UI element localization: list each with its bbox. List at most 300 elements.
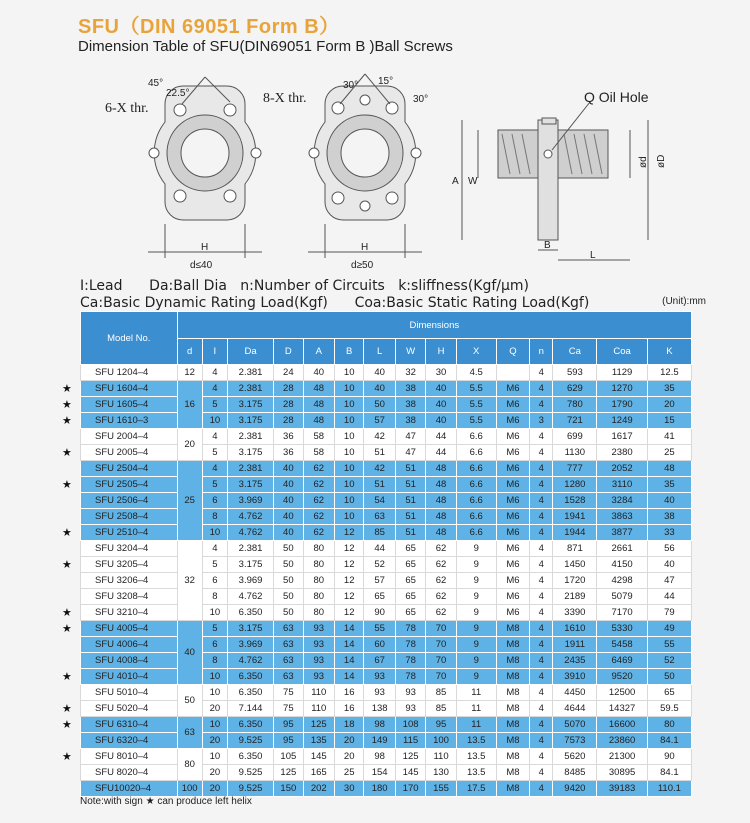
- cell-l: 51: [364, 477, 395, 493]
- cell-k: 56: [647, 541, 691, 557]
- cell-a: 93: [303, 653, 334, 669]
- cell-b: 14: [335, 653, 364, 669]
- column-header: B: [335, 339, 364, 365]
- table-row: [81, 509, 692, 525]
- cell-n: 4: [530, 573, 553, 589]
- cell-n: 4: [530, 509, 553, 525]
- cell-d: 20: [177, 429, 202, 461]
- cell-da: 3.175: [227, 621, 273, 637]
- cell-x: 9: [456, 573, 496, 589]
- cell-i: 10: [202, 413, 227, 429]
- left-helix-star-icon: ★: [62, 622, 72, 635]
- cell-i: 5: [202, 621, 227, 637]
- cell-i: 4: [202, 541, 227, 557]
- cell-i: 10: [202, 685, 227, 701]
- cell-l: 98: [364, 749, 395, 765]
- cell-coa: 1270: [597, 381, 647, 397]
- cell-x: 6.6: [456, 509, 496, 525]
- dim-d-large: øD: [656, 154, 667, 168]
- cell-ca: 1944: [553, 525, 597, 541]
- cell-i: 8: [202, 589, 227, 605]
- cell-l: 51: [364, 445, 395, 461]
- cell-l: 85: [364, 525, 395, 541]
- model-cell: SFU 5010–4: [81, 685, 178, 701]
- cell-q: M6: [496, 573, 530, 589]
- cell-d: 24: [274, 365, 303, 381]
- cell-k: 48: [647, 461, 691, 477]
- cell-b: 10: [335, 397, 364, 413]
- cell-d: 50: [274, 605, 303, 621]
- cell-n: 4: [530, 637, 553, 653]
- cell-b: 18: [335, 717, 364, 733]
- dim-d-small: ød: [638, 156, 649, 168]
- cell-b: 16: [335, 685, 364, 701]
- model-cell: SFU 4008–4: [81, 653, 178, 669]
- cell-da: 3.175: [227, 557, 273, 573]
- cell-coa: 21300: [597, 749, 647, 765]
- cell-d: 36: [274, 445, 303, 461]
- thread-label-8x: 8-X thr.: [263, 91, 307, 106]
- cell-i: 10: [202, 605, 227, 621]
- cell-n: 4: [530, 541, 553, 557]
- cell-da: 7.144: [227, 701, 273, 717]
- cell-x: 5.5: [456, 381, 496, 397]
- angle-label-30-a: 30°: [343, 80, 359, 91]
- cell-k: 79: [647, 605, 691, 621]
- cell-k: 38: [647, 509, 691, 525]
- cell-i: 4: [202, 381, 227, 397]
- cell-n: 4: [530, 493, 553, 509]
- model-cell: SFU 1605–4: [81, 397, 178, 413]
- cell-coa: 4298: [597, 573, 647, 589]
- cell-a: 62: [303, 509, 334, 525]
- cell-da: 4.762: [227, 509, 273, 525]
- cell-d: 40: [274, 493, 303, 509]
- cell-b: 12: [335, 557, 364, 573]
- column-header: Coa: [597, 339, 647, 365]
- cell-coa: 3863: [597, 509, 647, 525]
- cell-w: 47: [395, 445, 425, 461]
- cell-coa: 3284: [597, 493, 647, 509]
- cell-d: 40: [274, 477, 303, 493]
- cell-k: 44: [647, 589, 691, 605]
- model-cell: SFU 1204–4: [81, 365, 178, 381]
- cell-coa: 1790: [597, 397, 647, 413]
- cell-n: 4: [530, 733, 553, 749]
- cell-a: 80: [303, 557, 334, 573]
- cell-n: 4: [530, 701, 553, 717]
- cell-d: 63: [274, 621, 303, 637]
- cell-x: 5.5: [456, 413, 496, 429]
- cell-n: 4: [530, 525, 553, 541]
- left-helix-star-icon: ★: [62, 750, 72, 763]
- angle-label-45: 45°: [148, 78, 164, 89]
- cell-a: 62: [303, 477, 334, 493]
- cell-i: 5: [202, 397, 227, 413]
- cell-d: 50: [274, 541, 303, 557]
- cell-da: 6.350: [227, 605, 273, 621]
- cell-ca: 3390: [553, 605, 597, 621]
- cell-x: 4.5: [456, 365, 496, 381]
- cell-coa: 39183: [597, 781, 647, 797]
- cell-w: 65: [395, 589, 425, 605]
- cell-k: 20: [647, 397, 691, 413]
- cell-k: 33: [647, 525, 691, 541]
- cell-n: 4: [530, 429, 553, 445]
- cell-k: 50: [647, 669, 691, 685]
- cell-d: 50: [274, 589, 303, 605]
- cell-coa: 12500: [597, 685, 647, 701]
- d-condition-mid: d≥50: [351, 260, 374, 271]
- cell-d: 125: [274, 765, 303, 781]
- nut-side-view: [462, 102, 648, 260]
- table-row: [81, 493, 692, 509]
- cell-b: 12: [335, 525, 364, 541]
- cell-d: 40: [177, 621, 202, 685]
- cell-q: M8: [496, 701, 530, 717]
- cell-q: M6: [496, 381, 530, 397]
- cell-q: M6: [496, 525, 530, 541]
- cell-b: 10: [335, 365, 364, 381]
- cell-d: 75: [274, 701, 303, 717]
- cell-ca: 777: [553, 461, 597, 477]
- model-cell: SFU 3206–4: [81, 573, 178, 589]
- cell-k: 80: [647, 717, 691, 733]
- cell-b: 10: [335, 429, 364, 445]
- cell-q: M6: [496, 445, 530, 461]
- cell-l: 40: [364, 381, 395, 397]
- table-row: [81, 749, 692, 765]
- cell-k: 41: [647, 429, 691, 445]
- cell-i: 4: [202, 461, 227, 477]
- cell-w: 115: [395, 733, 425, 749]
- cell-n: 4: [530, 589, 553, 605]
- cell-n: 3: [530, 413, 553, 429]
- cell-d: 95: [274, 717, 303, 733]
- cell-a: 40: [303, 365, 334, 381]
- cell-k: 35: [647, 477, 691, 493]
- cell-q: M6: [496, 461, 530, 477]
- left-helix-star-icon: ★: [62, 526, 72, 539]
- cell-x: 6.6: [456, 477, 496, 493]
- left-helix-star-icon: ★: [62, 558, 72, 571]
- table-row: [81, 781, 692, 797]
- cell-coa: 2380: [597, 445, 647, 461]
- cell-da: 9.525: [227, 765, 273, 781]
- cell-coa: 3110: [597, 477, 647, 493]
- dim-h-mid: H: [361, 242, 369, 253]
- cell-n: 4: [530, 765, 553, 781]
- cell-l: 93: [364, 685, 395, 701]
- cell-a: 80: [303, 573, 334, 589]
- cell-b: 10: [335, 461, 364, 477]
- model-header: Model No.: [81, 312, 178, 365]
- cell-x: 9: [456, 653, 496, 669]
- cell-n: 4: [530, 557, 553, 573]
- cell-a: 80: [303, 605, 334, 621]
- left-helix-star-icon: ★: [62, 446, 72, 459]
- cell-l: 57: [364, 573, 395, 589]
- model-cell: SFU 2506–4: [81, 493, 178, 509]
- cell-d: 40: [274, 509, 303, 525]
- left-helix-star-icon: ★: [62, 606, 72, 619]
- cell-q: M6: [496, 605, 530, 621]
- cell-k: 55: [647, 637, 691, 653]
- cell-ca: 5620: [553, 749, 597, 765]
- table-row: [81, 461, 692, 477]
- cell-n: 4: [530, 781, 553, 797]
- cell-a: 93: [303, 637, 334, 653]
- cell-k: 15: [647, 413, 691, 429]
- cell-n: 4: [530, 653, 553, 669]
- cell-da: 9.525: [227, 733, 273, 749]
- cell-x: 9: [456, 541, 496, 557]
- cell-h: 48: [426, 493, 456, 509]
- cell-ca: 9420: [553, 781, 597, 797]
- cell-b: 12: [335, 541, 364, 557]
- cell-x: 6.6: [456, 525, 496, 541]
- cell-h: 48: [426, 525, 456, 541]
- cell-a: 93: [303, 621, 334, 637]
- table-row: [81, 589, 692, 605]
- cell-q: M6: [496, 589, 530, 605]
- cell-q: M6: [496, 413, 530, 429]
- cell-w: 65: [395, 557, 425, 573]
- cell-ca: 871: [553, 541, 597, 557]
- table-row: [81, 685, 692, 701]
- cell-ca: 8485: [553, 765, 597, 781]
- cell-b: 10: [335, 477, 364, 493]
- cell-coa: 5458: [597, 637, 647, 653]
- cell-a: 62: [303, 493, 334, 509]
- cell-b: 12: [335, 605, 364, 621]
- cell-ca: 7573: [553, 733, 597, 749]
- cell-x: 9: [456, 637, 496, 653]
- cell-x: 13.5: [456, 765, 496, 781]
- cell-da: 6.350: [227, 669, 273, 685]
- cell-h: 40: [426, 413, 456, 429]
- cell-n: 4: [530, 685, 553, 701]
- cell-q: M8: [496, 733, 530, 749]
- cell-h: 70: [426, 621, 456, 637]
- cell-ca: 4644: [553, 701, 597, 717]
- cell-w: 145: [395, 765, 425, 781]
- table-row: [81, 637, 692, 653]
- model-cell: SFU 1604–4: [81, 381, 178, 397]
- cell-x: 6.6: [456, 445, 496, 461]
- cell-l: 63: [364, 509, 395, 525]
- cell-l: 67: [364, 653, 395, 669]
- cell-q: [496, 365, 530, 381]
- column-header: Ca: [553, 339, 597, 365]
- cell-a: 202: [303, 781, 334, 797]
- cell-b: 16: [335, 701, 364, 717]
- table-row: [81, 397, 692, 413]
- cell-w: 125: [395, 749, 425, 765]
- cell-a: 58: [303, 445, 334, 461]
- table-row: [81, 429, 692, 445]
- cell-x: 9: [456, 621, 496, 637]
- cell-a: 110: [303, 701, 334, 717]
- cell-l: 50: [364, 397, 395, 413]
- cell-coa: 5330: [597, 621, 647, 637]
- cell-ca: 3910: [553, 669, 597, 685]
- left-helix-star-icon: ★: [62, 478, 72, 491]
- column-header: K: [647, 339, 691, 365]
- column-header: W: [395, 339, 425, 365]
- table-row: [81, 653, 692, 669]
- cell-w: 38: [395, 413, 425, 429]
- cell-d: 40: [274, 461, 303, 477]
- cell-x: 13.5: [456, 749, 496, 765]
- cell-d: 40: [274, 525, 303, 541]
- cell-da: 4.762: [227, 653, 273, 669]
- cell-w: 51: [395, 509, 425, 525]
- cell-l: 60: [364, 637, 395, 653]
- column-header: n: [530, 339, 553, 365]
- cell-coa: 6469: [597, 653, 647, 669]
- cell-ca: 1610: [553, 621, 597, 637]
- cell-d: 16: [177, 381, 202, 429]
- cell-h: 44: [426, 445, 456, 461]
- cell-l: 54: [364, 493, 395, 509]
- cell-n: 4: [530, 445, 553, 461]
- page-title: SFU（DIN 69051 Form B）: [78, 16, 340, 38]
- model-cell: SFU 2505–4: [81, 477, 178, 493]
- cell-w: 38: [395, 381, 425, 397]
- d-condition-left: d≤40: [190, 260, 213, 271]
- cell-da: 2.381: [227, 461, 273, 477]
- cell-b: 10: [335, 493, 364, 509]
- cell-q: M8: [496, 685, 530, 701]
- cell-d: 50: [177, 685, 202, 717]
- cell-i: 8: [202, 653, 227, 669]
- cell-d: 50: [274, 557, 303, 573]
- cell-l: 90: [364, 605, 395, 621]
- model-cell: SFU 1610–3: [81, 413, 178, 429]
- dim-a: A: [452, 176, 459, 187]
- cell-coa: 16600: [597, 717, 647, 733]
- cell-d: 150: [274, 781, 303, 797]
- cell-n: 4: [530, 669, 553, 685]
- cell-coa: 30895: [597, 765, 647, 781]
- cell-ca: 1450: [553, 557, 597, 573]
- cell-b: 30: [335, 781, 364, 797]
- table-row: [81, 477, 692, 493]
- cell-i: 10: [202, 669, 227, 685]
- cell-k: 110.1: [647, 781, 691, 797]
- cell-coa: 7170: [597, 605, 647, 621]
- cell-x: 9: [456, 669, 496, 685]
- cell-coa: 1617: [597, 429, 647, 445]
- table-row: [81, 717, 692, 733]
- cell-n: 4: [530, 605, 553, 621]
- cell-x: 11: [456, 717, 496, 733]
- cell-q: M6: [496, 557, 530, 573]
- cell-a: 80: [303, 541, 334, 557]
- cell-l: 44: [364, 541, 395, 557]
- cell-q: M8: [496, 669, 530, 685]
- dim-l: L: [590, 250, 596, 261]
- cell-da: 2.381: [227, 365, 273, 381]
- cell-ca: 780: [553, 397, 597, 413]
- model-cell: SFU 3208–4: [81, 589, 178, 605]
- cell-x: 9: [456, 605, 496, 621]
- cell-a: 62: [303, 461, 334, 477]
- cell-d: 63: [274, 669, 303, 685]
- cell-d: 63: [274, 653, 303, 669]
- cell-l: 42: [364, 429, 395, 445]
- cell-h: 155: [426, 781, 456, 797]
- cell-b: 10: [335, 381, 364, 397]
- model-cell: SFU 2510–4: [81, 525, 178, 541]
- cell-h: 48: [426, 509, 456, 525]
- cell-q: M8: [496, 637, 530, 653]
- cell-h: 62: [426, 589, 456, 605]
- model-cell: SFU 8010–4: [81, 749, 178, 765]
- cell-h: 48: [426, 461, 456, 477]
- cell-w: 47: [395, 429, 425, 445]
- legend-line-2: Ca:Basic Dynamic Rating Load(Kgf) Coa:Basic Static Rating Load(Kgf): [80, 295, 590, 311]
- cell-ca: 721: [553, 413, 597, 429]
- cell-n: 4: [530, 717, 553, 733]
- model-cell: SFU 2504–4: [81, 461, 178, 477]
- cell-a: 165: [303, 765, 334, 781]
- cell-da: 2.381: [227, 541, 273, 557]
- cell-x: 6.6: [456, 461, 496, 477]
- angle-label-15: 15°: [378, 76, 394, 87]
- table-body: [81, 365, 692, 797]
- cell-l: 57: [364, 413, 395, 429]
- model-cell: SFU 3210–4: [81, 605, 178, 621]
- cell-i: 10: [202, 525, 227, 541]
- cell-q: M6: [496, 477, 530, 493]
- cell-a: 62: [303, 525, 334, 541]
- cell-h: 95: [426, 717, 456, 733]
- cell-a: 58: [303, 429, 334, 445]
- cell-d: 25: [177, 461, 202, 541]
- cell-w: 78: [395, 653, 425, 669]
- cell-n: 4: [530, 621, 553, 637]
- cell-n: 4: [530, 381, 553, 397]
- cell-x: 13.5: [456, 733, 496, 749]
- cell-h: 85: [426, 685, 456, 701]
- column-header: H: [426, 339, 456, 365]
- cell-l: 138: [364, 701, 395, 717]
- cell-w: 108: [395, 717, 425, 733]
- cell-ca: 629: [553, 381, 597, 397]
- flange-front-view-8-hole: [308, 74, 422, 258]
- cell-i: 10: [202, 749, 227, 765]
- cell-ca: 699: [553, 429, 597, 445]
- cell-h: 30: [426, 365, 456, 381]
- cell-l: 93: [364, 669, 395, 685]
- cell-i: 6: [202, 573, 227, 589]
- cell-k: 12.5: [647, 365, 691, 381]
- cell-da: 3.175: [227, 413, 273, 429]
- cell-ca: 2435: [553, 653, 597, 669]
- cell-l: 180: [364, 781, 395, 797]
- table-row: [81, 445, 692, 461]
- cell-b: 12: [335, 589, 364, 605]
- cell-da: 6.350: [227, 685, 273, 701]
- cell-b: 14: [335, 621, 364, 637]
- cell-a: 135: [303, 733, 334, 749]
- left-helix-star-icon: ★: [62, 382, 72, 395]
- cell-d: 28: [274, 413, 303, 429]
- dim-w: W: [468, 176, 478, 187]
- cell-x: 17.5: [456, 781, 496, 797]
